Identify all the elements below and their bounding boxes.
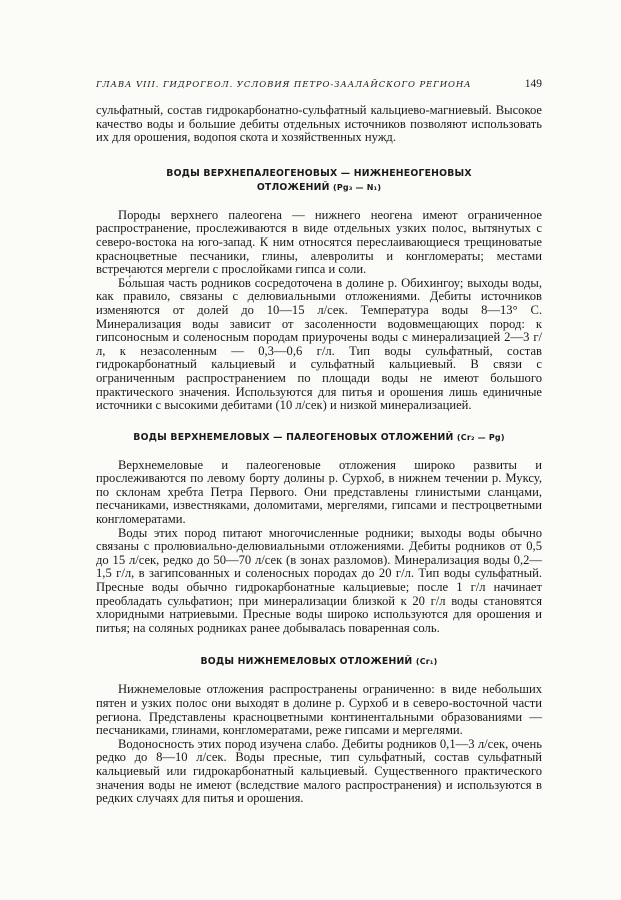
section-heading-lower-cretaceous bbox=[96, 655, 542, 669]
paragraph: Водоносность этих пород изучена слабо. Дебиты родников 0,1—3 л/сек, очень редко до 8—10 л/сек. Воды пресные, тип сульфатный, состав сульфатный кальциевый или гидрокарбонатный кальциевый. Существенного практического значения воды не имеют (вследствие малого распространения) и используются в редких случаях для питья и орошения. bbox=[96, 736, 542, 806]
section-heading-upper-cretaceous bbox=[96, 431, 542, 445]
section-heading-line2-text: ОТЛОЖЕНИЙ bbox=[256, 181, 330, 193]
section-heading-index: (Cr₂ — Pg) bbox=[456, 432, 505, 442]
section-heading-text: ВОДЫ НИЖНЕМЕЛОВЫХ ОТЛОЖЕНИЙ bbox=[200, 656, 413, 668]
section-heading-upper-paleogene bbox=[96, 167, 542, 195]
page-body bbox=[96, 104, 542, 806]
intro-paragraph: сульфатный, состав гидрокарбонатно-сульфатный кальциево-магниевый. Высокое качество воды и большие дебиты отдельных источников позволяют использовать их для орошения, водопоя скота и хозяйственных нужд. bbox=[96, 103, 542, 145]
page-number: 149 bbox=[524, 78, 542, 90]
section-heading-text: ВОДЫ ВЕРХНЕМЕЛОВЫХ — ПАЛЕОГЕНОВЫХ ОТЛОЖЕНИЙ bbox=[133, 431, 454, 443]
paragraph: Породы верхнего палеогена — нижнего неогена имеют ограниченное распространение, прослеживаются в виде отдельных узких полос, вытянутых с северо-востока на юго-запад. К ним относятся переслаивающиеся трещиноватые красноцветные песчаники, глины, алевролиты и конгломераты; местами встречаются мергели с прослойками гипса и соли. bbox=[96, 207, 542, 277]
page-header bbox=[96, 78, 542, 90]
section-heading-index: (Pg₃ — N₁) bbox=[333, 182, 382, 192]
paragraph: Верхнемеловые и палеогеновые отложения широко развиты и прослеживаются по левому борту долины р. Сурхоб, в нижнем течении р. Муксу, по склонам хребта Петра Первого. Они представлены глинистыми сланцами, песчаниками, известняками, доломитами, мергелями, гипсами и пестроцветными конгломератами. bbox=[96, 457, 542, 527]
section-heading-index: (Cr₁) bbox=[415, 657, 438, 667]
paragraph: Нижнемеловые отложения распространены ограниченно: в виде небольших пятен и узких полос они выходят в долине р. Сурхоб и в северо-восточной части региона. Представлены красноцветными континентальными образованиями — песчаниками, глинами, конгломератами, реже гипсами и мергелями. bbox=[96, 682, 542, 738]
paragraph: Бо́льшая часть родников сосредоточена в долине р. Обихингоу; выходы воды, как правило, связаны с делювиальными отложениями. Дебиты источников изменяются от долей до 10—15 л/сек. Температура воды 8—13° С. Минерализация воды зависит от засоленности водовмещающих пород: к гипсоносным и соленосным породам приурочены воды с минерализацией 2—3 г/л, к незасоленным — 0,3—0,6 г/л. Тип воды сульфатный, состав гидрокарбонатный кальциевый и сульфатный кальциевый. В связи с ограниченным распространением по площади воды не имеют большого практического значения. Используются для питья и орошения лишь единичные источники с высокими дебитами (10 л/сек) и низкой минерализацией. bbox=[96, 275, 542, 413]
running-head: ГЛАВА VIII. ГИДРОГЕОЛ. УСЛОВИЯ ПЕТРО-ЗААЛАЙСКОГО РЕГИОНА bbox=[96, 80, 472, 90]
section-heading-line2 bbox=[96, 181, 542, 195]
section-heading-line1: ВОДЫ ВЕРХНЕПАЛЕОГЕНОВЫХ — НИЖНЕНЕОГЕНОВЫХ bbox=[166, 167, 472, 179]
paragraph: Воды этих пород питают многочисленные родники; выходы воды обычно связаны с пролювиально-делювиальными отложениями. Дебиты родников от 0,5 до 15 л/сек, редко до 50—70 л/сек (в зонах разломов). Минерализация воды 0,2—1,5 г/л, в загипсованных и соленосных породах до 20 г/л. Тип воды сульфатный. Пресные воды обычно гидрокарбонатные кальциевые; после 1 г/л начинает преобладать сульфатион; при минерализации близкой к 20 г/л воды становятся хлоридными натриевыми. Пресные воды широко используются для орошения и питья; на соляных родниках ранее добывалась поваренная соль. bbox=[96, 525, 542, 635]
